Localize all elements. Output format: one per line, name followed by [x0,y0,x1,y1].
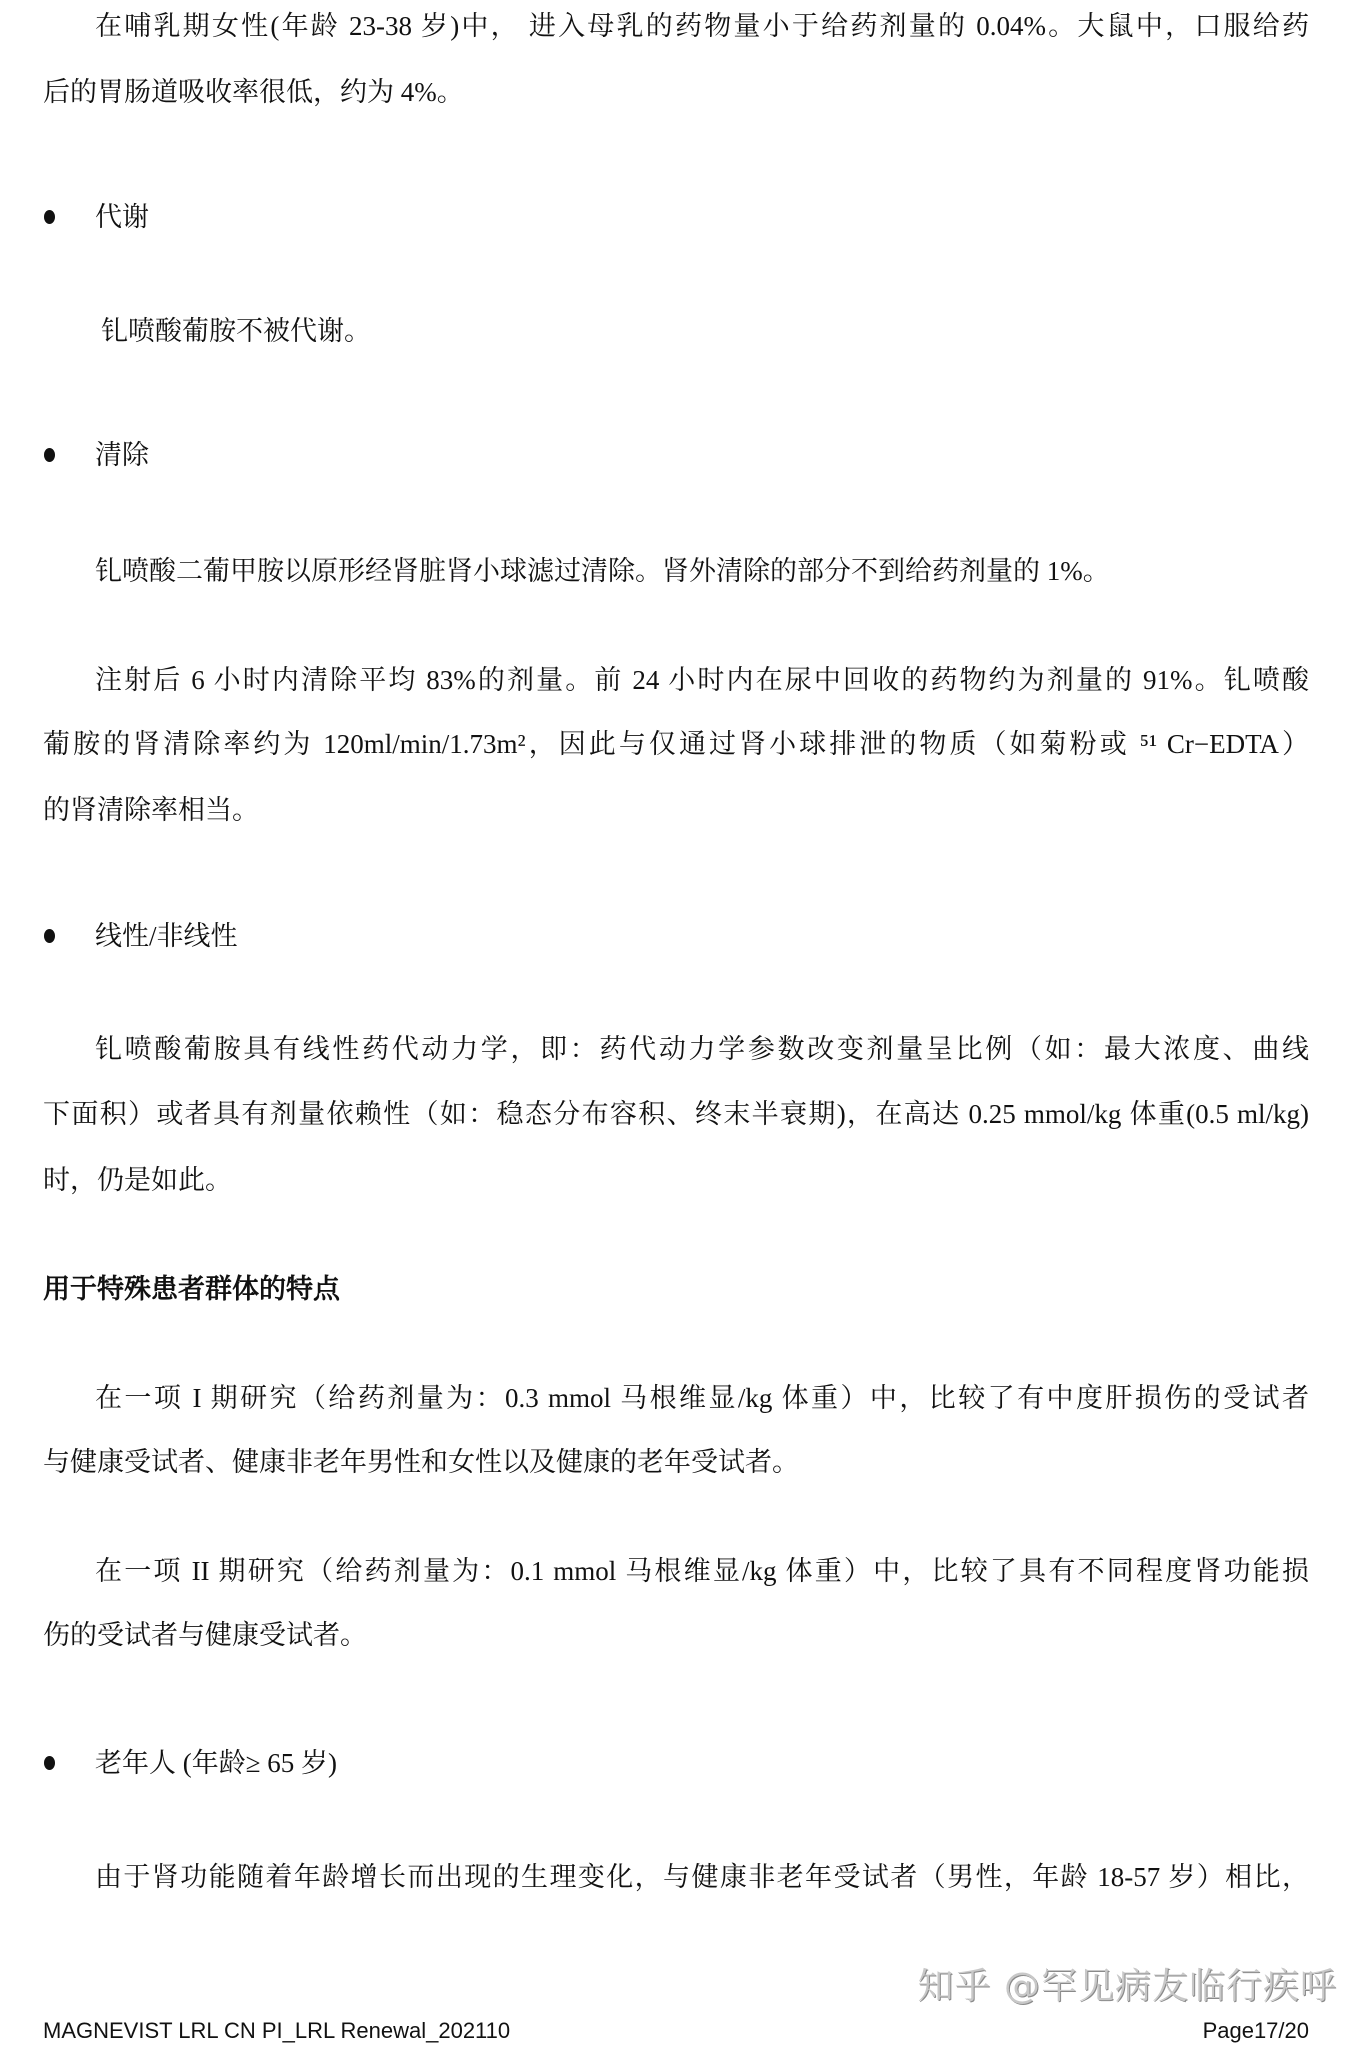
section-heading-linearity: 线性/非线性 [95,921,238,951]
paragraph-line: 下面积）或者具有剂量依赖性（如：稳态分布容积、终末半衰期)，在高达 0.25 mmol/kg 体重(0.5 ml/kg) [43,1099,1309,1129]
paragraph-line: 钆喷酸葡胺具有线性药代动力学，即：药代动力学参数改变剂量呈比例（如：最大浓度、曲线 [95,1034,1309,1064]
paragraph-line: 与健康受试者、健康非老年男性和女性以及健康的老年受试者。 [43,1447,799,1477]
bullet-icon [44,448,55,462]
paragraph-line: 的肾清除率相当。 [43,795,259,825]
paragraph-line: 由于肾功能随着年龄增长而出现的生理变化，与健康非老年受试者（男性，年龄 18-57 岁）相比， [95,1862,1309,1892]
paragraph-line: 钆喷酸葡胺不被代谢。 [101,316,371,346]
section-heading-special-populations: 用于特殊患者群体的特点 [43,1274,340,1304]
section-heading-elderly: 老年人 (年龄≥ 65 岁) [95,1748,338,1778]
section-heading-metabolism: 代谢 [95,202,149,232]
bullet-icon [44,210,55,224]
paragraph-line: 注射后 6 小时内清除平均 83%的剂量。前 24 小时内在尿中回收的药物约为剂量的 91%。钆喷酸 [95,665,1309,695]
paragraph-line: 在一项 I 期研究（给药剂量为：0.3 mmol 马根维显/kg 体重）中，比较了有中度肝损伤的受试者 [95,1383,1309,1413]
footer-document-id: MAGNEVIST LRL CN PI_LRL Renewal_202110 [43,2018,511,2043]
paragraph-line: 葡胺的肾清除率约为 120ml/min/1.73m²，因此与仅通过肾小球排泄的物质（如菊粉或 ⁵¹ Cr−EDTA） [43,729,1309,759]
paragraph-line: 在哺乳期女性(年龄 23-38 岁)中， 进入母乳的药物量小于给药剂量的 0.04%。大鼠中，口服给药 [95,11,1309,41]
section-heading-elimination: 清除 [95,440,149,470]
bullet-icon [44,929,55,943]
paragraph-line: 时，仍是如此。 [43,1165,232,1195]
paragraph-line: 伤的受试者与健康受试者。 [43,1620,367,1650]
paragraph-line: 在一项 II 期研究（给药剂量为：0.1 mmol 马根维显/kg 体重）中，比较了具有不同程度肾功能损 [95,1556,1309,1586]
bullet-icon [44,1756,55,1770]
watermark: 知乎 @罕见病友临行疾呼 [917,1966,1337,2007]
footer-page-number: Page17/20 [1202,2018,1309,2043]
paragraph-line: 钆喷酸二葡甲胺以原形经肾脏肾小球滤过清除。肾外清除的部分不到给药剂量的 1%。 [95,556,1110,586]
paragraph-line: 后的胃肠道吸收率很低，约为 4%。 [43,77,464,107]
